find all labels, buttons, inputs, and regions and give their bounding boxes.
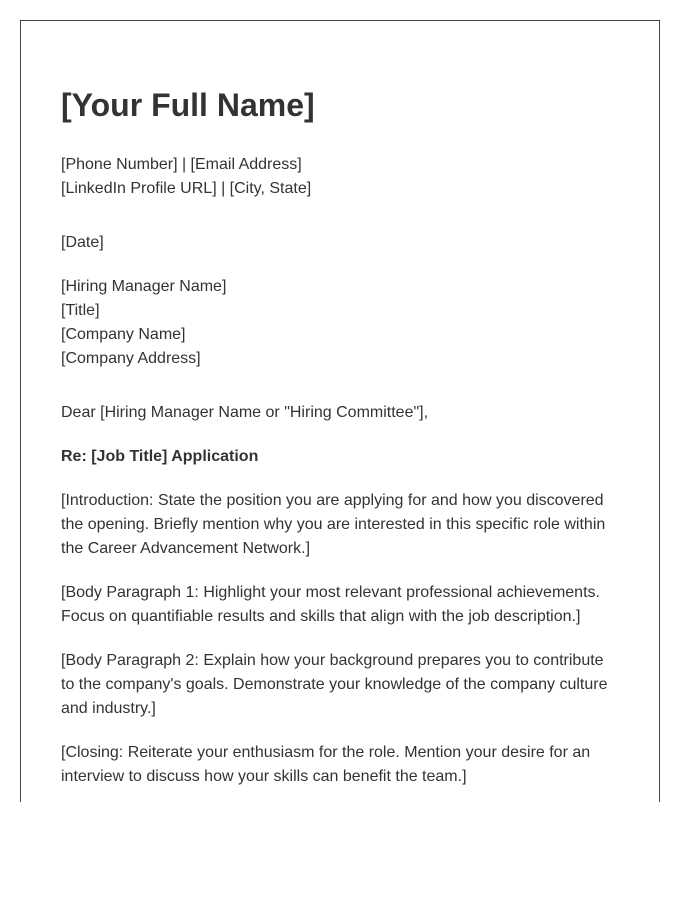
sender-name: [Your Full Name] <box>61 87 315 123</box>
contact-line-linkedin-location: [LinkedIn Profile URL] | [City, State] <box>61 180 312 197</box>
contact-line-phone-email: [Phone Number] | [Email Address] <box>61 156 302 173</box>
letter-page <box>20 20 660 802</box>
recipient-company: [Company Name] <box>61 326 186 343</box>
paragraph-introduction: [Introduction: State the position you are applying for and how you discovered the opening. Briefly mention why you are interested in this specific role within the Career Advancement Network.] <box>61 492 606 557</box>
subject-line: Re: [Job Title] Application <box>61 448 259 465</box>
recipient-block <box>61 275 621 371</box>
paragraph-body-2: [Body Paragraph 2: Explain how your background prepares you to contribute to the company's goals. Demonstrate your knowledge of the company culture and industry.] <box>61 652 608 717</box>
contact-info <box>61 153 621 201</box>
recipient-manager: [Hiring Manager Name] <box>61 278 227 295</box>
paragraph-closing: [Closing: Reiterate your enthusiasm for the role. Mention your desire for an interview to discuss how your skills can benefit the team.] <box>61 744 591 785</box>
letter-content <box>61 85 621 802</box>
recipient-title: [Title] <box>61 302 100 319</box>
recipient-address: [Company Address] <box>61 350 201 367</box>
salutation: Dear [Hiring Manager Name or "Hiring Committee"], <box>61 404 429 421</box>
letter-date: [Date] <box>61 234 104 251</box>
paragraph-body-1: [Body Paragraph 1: Highlight your most relevant professional achievements. Focus on quantifiable results and skills that align with the job description.] <box>61 584 600 625</box>
